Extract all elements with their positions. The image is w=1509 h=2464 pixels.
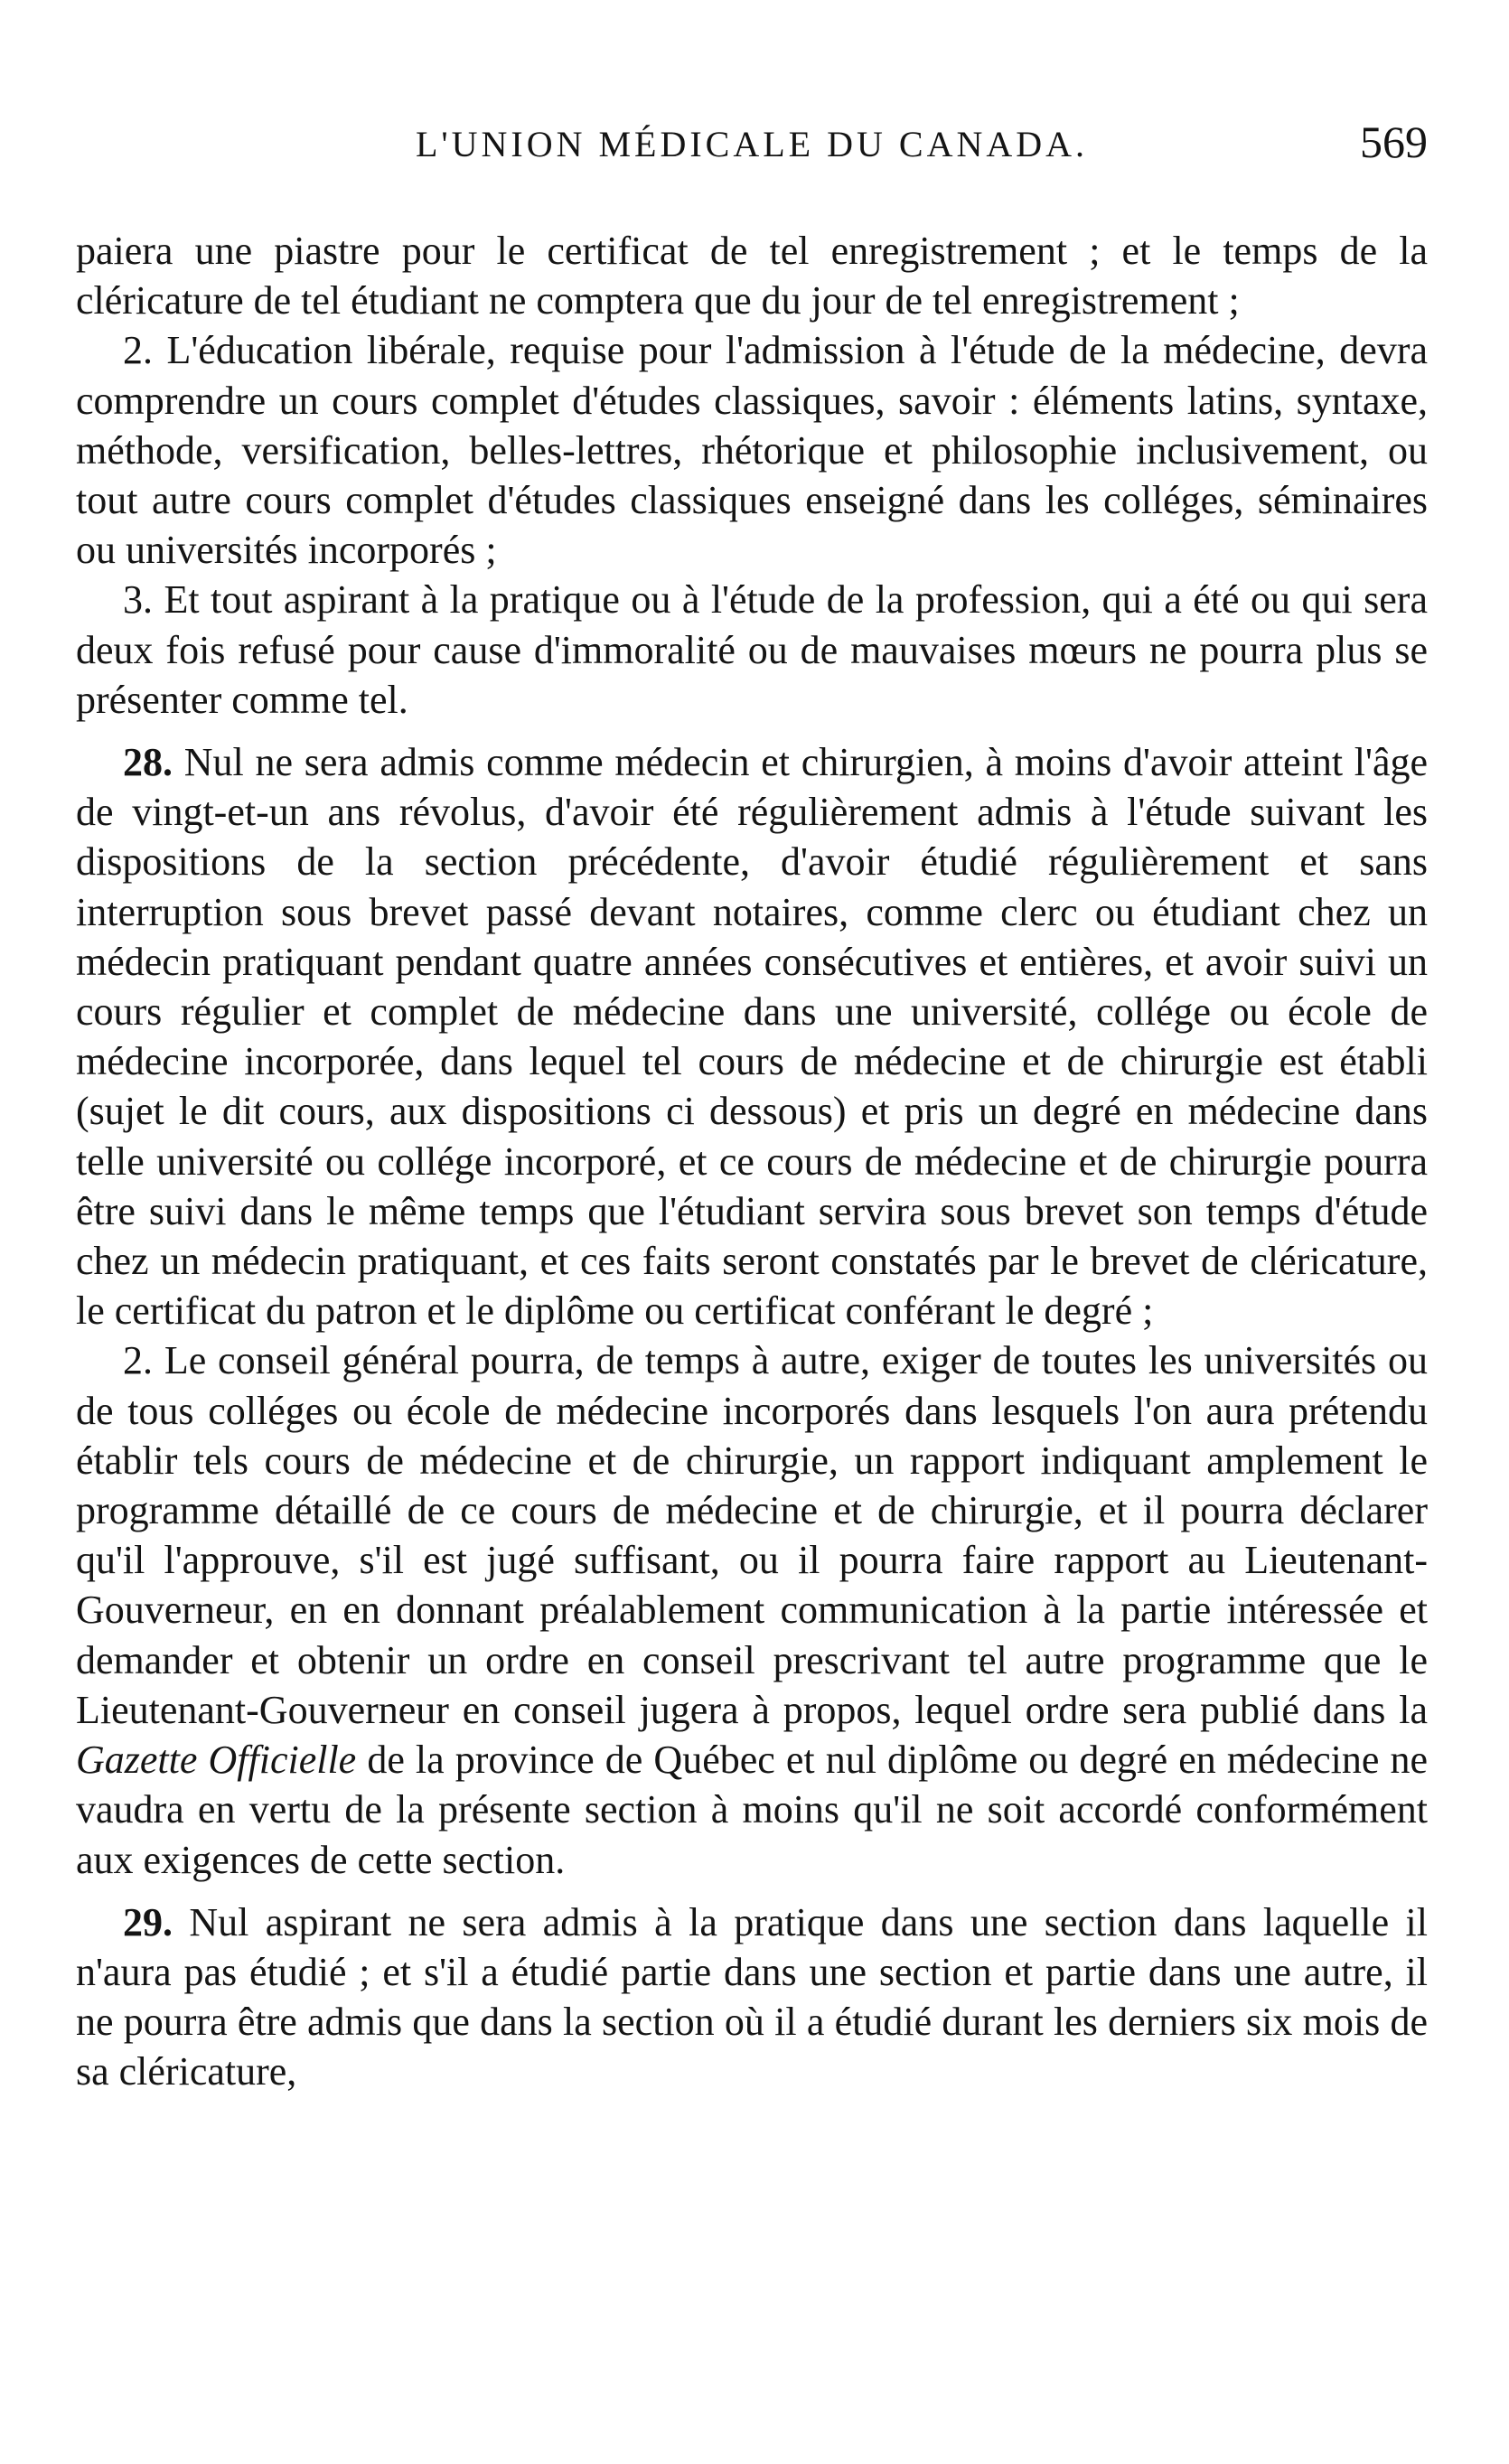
body-text [76,226,1428,2097]
subsection-2-text-end: de la province de Québec et nul diplôme ou degré en médecine ne vaudra en vertu de la présente section à moins qu'il ne soit accordé conformément aux exigences de cette section. [76,1738,1428,1882]
subsection-2-text-start: 2. Le conseil général pourra, de temps à autre, exiger de toutes les universités ou de tous colléges ou école de médecine incorporés dans lesquels l'on aura prétendu établir tels cours de médecine et de chirurgie, un rapport indiquant amplement le programme détaillé de ce cours de médecine et de chirurgie, et il pourra déclarer qu'il l'approuve, s'il est jugé suffisant, ou il pourra faire rapport au Lieutenant-Gouverneur, en en donnant préalablement communication à la partie intéressée et demander et obtenir un ordre en conseil prescrivant tel autre programme que le Lieutenant-Gouverneur en conseil jugera à propos, lequel ordre sera publié dans la [76,1338,1428,1732]
gazette-title: Gazette Officielle [76,1738,357,1783]
page-header [76,116,1428,166]
page-number: 569 [1360,117,1428,167]
article-28-text: Nul ne sera admis comme médecin et chirurgien, à moins d'avoir atteint l'âge de vingt-et-un ans révolus, d'avoir été régulièrement admis à l'étude suivant les dispositions de la section précédente, d'avoir étudié régulièrement et sans interruption sous brevet passé devant notaires, comme clerc ou étudiant chez un médecin pratiquant pendant quatre années consécutives et entières, et avoir suivi un cours régulier et complet de médecine dans une université, collége ou école de médecine incorporée, dans lequel tel cours de médecine et de chirurgie est établi (sujet le dit cours, aux dispositions ci dessous) et pris un degré en médecine dans telle université ou collége incorporé, et ce cours de médecine et de chirurgie pourra être suivi dans le même temps que l'étudiant servira sous brevet son temps d'étude chez un médecin pratiquant, et ces faits seront constatés par le brevet de cléricature, le certificat du patron et le diplôme ou certificat conférant le degré ; [76,740,1429,1334]
article-28-number: 28. [123,740,173,785]
article-29 [76,1897,1428,2097]
paragraph-article-28-subsection-2 [76,1335,1428,1884]
article-28 [76,737,1428,1335]
paragraph-subsection-3: 3. Et tout aspirant à la pratique ou à l'étude de la profession, qui a été ou qui sera deux fois refusé pour cause d'immoralité ou de mauvaises mœurs ne pourra plus se présenter comme tel. [76,577,1428,722]
article-29-number: 29. [123,1899,173,1944]
running-title: L'UNION MÉDICALE DU CANADA. [415,124,1089,164]
paragraph-continuation: paiera une piastre pour le certificat de tel enregistrement ; et le temps de la cléricature de tel étudiant ne comptera que du jour de tel enregistrement ; [76,229,1428,323]
article-29-text: Nul aspirant ne sera admis à la pratique dans une section dans laquelle il n'aura pas étudié ; et s'il a étudié partie dans une section et partie dans une autre, il ne pourra être admis que dans la section où il a étudié durant les derniers six mois de sa cléricature, [76,1899,1428,2094]
paragraph-subsection-2: 2. L'éducation libérale, requise pour l'admission à l'étude de la médecine, devra comprendre un cours complet d'études classiques, savoir : éléments latins, syntaxe, méthode, versification, belles-lettres, rhétorique et philosophie inclusivement, ou tout autre cours complet d'études classiques enseigné dans les colléges, séminaires ou universités incorporés ; [76,328,1428,573]
